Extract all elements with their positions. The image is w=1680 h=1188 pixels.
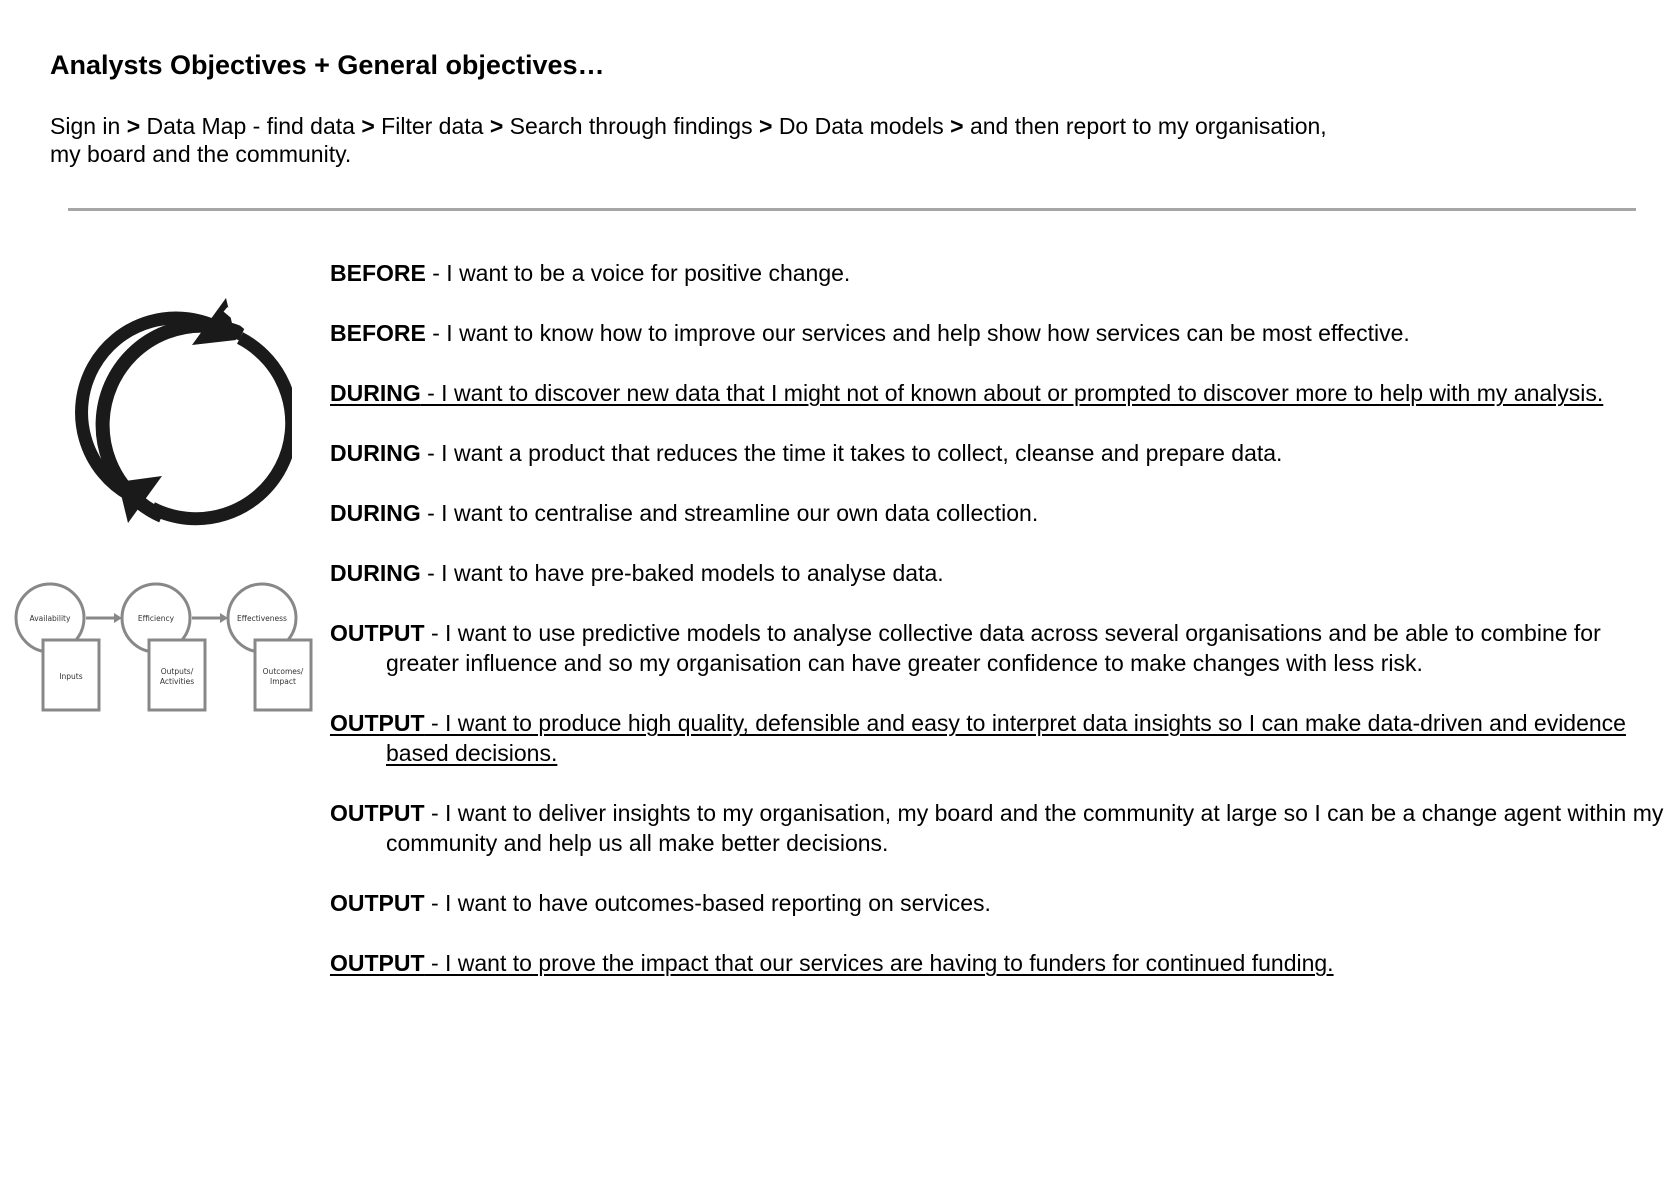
flow-separator: > [489, 113, 504, 139]
objective-item [330, 948, 1670, 978]
objective-text: - I want to know how to improve our services and help show how services can be most effective. [425, 320, 1410, 346]
flow-step: Sign in [50, 113, 121, 139]
objective-phase: DURING [330, 380, 421, 406]
objective-phase: OUTPUT [330, 620, 425, 646]
objective-phase: DURING [330, 500, 421, 526]
objective-text: - I want to deliver insights to my organisation, my board and the community at large so I can be a change agent within my community and help us all make better decisions. [386, 800, 1664, 856]
objective-item [330, 708, 1670, 768]
objective-item [330, 798, 1670, 858]
box-label: Activities [159, 677, 195, 686]
flow-step: Search through findings [509, 113, 753, 139]
objective-text: - I want to use predictive models to analyse collective data across several organisations and be able to combine for greater influence and so my organisation can have greater confidence to make changes with less risk. [386, 620, 1601, 676]
objective-phase: BEFORE [330, 260, 426, 286]
objective-text: - I want a product that reduces the time it takes to collect, cleanse and prepare data. [420, 440, 1283, 466]
objective-item [330, 558, 1670, 588]
objective-item [330, 888, 1670, 918]
flow-step: Do Data models [778, 113, 944, 139]
objective-phase: DURING [330, 440, 421, 466]
objective-phase: OUTPUT [330, 890, 425, 916]
objective-text: - I want to have pre-baked models to analyse data. [420, 560, 944, 586]
cycle-arrows-icon [62, 290, 292, 530]
logic-model-diagram [10, 578, 320, 718]
objective-phase: OUTPUT [330, 800, 425, 826]
flow-step: and then report to my organisation, my board and the community. [50, 113, 1327, 167]
objective-text: - I want to have outcomes-based reporting on services. [424, 890, 991, 916]
objective-item [330, 258, 1670, 288]
objective-item [330, 438, 1670, 468]
user-flow [50, 112, 1350, 168]
circle-label: Efficiency [137, 614, 175, 623]
box-label: Outputs/ [160, 667, 194, 676]
flow-separator: > [950, 113, 964, 139]
flow-separator: > [758, 113, 773, 139]
cycle-arc-right [152, 338, 292, 519]
page-title: Analysts Objectives + General objectives… [50, 50, 605, 80]
objective-item [330, 618, 1670, 678]
objective-phase: DURING [330, 560, 421, 586]
objective-text: - I want to be a voice for positive change. [425, 260, 851, 286]
objectives-list [330, 258, 1670, 1008]
circle-label: Effectiveness [237, 614, 287, 623]
objective-phase: OUTPUT [330, 710, 425, 736]
divider [68, 208, 1636, 211]
objective-item [330, 318, 1670, 348]
objective-phase: OUTPUT [330, 950, 425, 976]
objective-item [330, 498, 1670, 528]
flow-separator: > [361, 113, 375, 139]
objective-text: - I want to prove the impact that our services are having to funders for continued funding. [424, 950, 1334, 976]
objective-item [330, 378, 1670, 408]
flow-separator: > [126, 113, 141, 139]
objective-phase: BEFORE [330, 320, 426, 346]
box-label: Outcomes/ [262, 667, 304, 676]
objective-text: - I want to centralise and streamline our own data collection. [420, 500, 1039, 526]
flow-step: Filter data [381, 113, 484, 139]
objective-text: - I want to produce high quality, defensible and easy to interpret data insights so I can make data-driven and evidence based decisions. [386, 710, 1626, 766]
flow-step: Data Map - find data [146, 113, 355, 139]
objective-text: - I want to discover new data that I might not of known about or prompted to discover more to help with my analysis. [420, 380, 1604, 406]
box-label: Impact [270, 677, 296, 686]
box-label: Inputs [59, 672, 83, 681]
circle-label: Availability [29, 614, 71, 623]
